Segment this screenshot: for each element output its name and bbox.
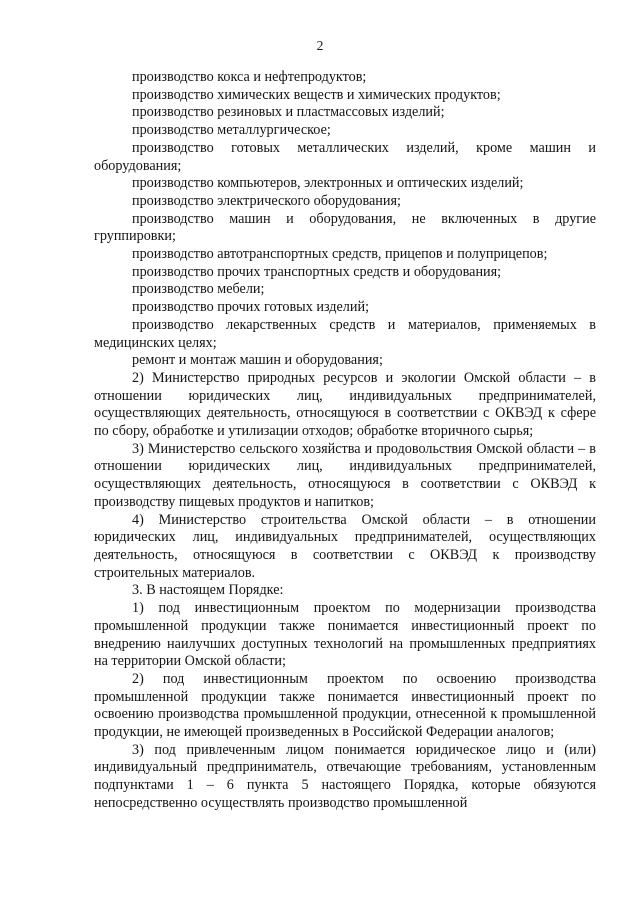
page-number: 2 (316, 38, 324, 53)
paragraph: 4) Министерство строительства Омской области – в отношении юридических лиц, индивидуальных предпринимателей, осуществляющих деятельность, относящуюся в соответствии с ОКВЭД к производству строительных материалов. (94, 511, 596, 581)
list-item: производство металлургическое; (132, 122, 331, 139)
list-item: производство химических веществ и химических продуктов; (132, 86, 501, 103)
list-item: производство автотранспортных средств, прицепов и полуприцепов; (132, 246, 548, 263)
paragraph: 1) под инвестиционным проектом по модернизации производства промышленной продукции также понимается инвестиционный проект по внедрению наилучших доступных технологий на промышленных предприятиях на территории Омской области; (94, 600, 596, 670)
paragraph: 3) Министерство сельского хозяйства и продовольствия Омской области – в отношении юридических лиц, индивидуальных предпринимателей, осуществляющих деятельность, относящуюся в соответствии с ОКВЭД к производству пищевых продуктов и напитков; (94, 440, 596, 510)
list-item: производство компьютеров, электронных и оптических изделий; (132, 175, 524, 192)
list-item: ремонт и монтаж машин и оборудования; (132, 352, 383, 369)
paragraph: 3) под привлеченным лицом понимается юридическое лицо и (или) индивидуальный предприниматель, отвечающие требованиям, установленным подпунктами 1 – 6 пункта 5 настоящего Порядка, которые обязуются непосредственно осуществлять производство промышленной (94, 741, 596, 811)
list-item: производство мебели; (132, 281, 265, 298)
list-item: производство резиновых и пластмассовых изделий; (132, 104, 445, 121)
list-item: производство лекарственных средств и материалов, применяемых в медицинских целях; (94, 316, 596, 351)
list-item: производство прочих транспортных средств и оборудования; (132, 263, 502, 280)
list-item: производство готовых металлических изделий, кроме машин и оборудования; (94, 139, 596, 174)
list-item: производство машин и оборудования, не включенных в другие группировки; (94, 210, 596, 245)
list-item: производство прочих готовых изделий; (132, 299, 370, 316)
list-item: производство электрического оборудования; (132, 192, 401, 209)
document-body (94, 69, 596, 813)
list-item: производство кокса и нефтепродуктов; (132, 69, 367, 85)
section-heading: 3. В настоящем Порядке: (132, 582, 284, 599)
paragraph: 2) под инвестиционным проектом по освоению производства промышленной продукции также понимается инвестиционный проект по освоению производства промышленной продукции, отнесенной к промышленной продукции, не имеющей произведенных в Российской Федерации аналогов; (94, 670, 596, 741)
paragraph: 2) Министерство природных ресурсов и экологии Омской области – в отношении юридических лиц, индивидуальных предпринимателей, осуществляющих деятельность, относящуюся в соответствии с ОКВЭД к сфере по сбору, обработке и утилизации отходов; обработке вторичного сырья; (94, 369, 596, 440)
